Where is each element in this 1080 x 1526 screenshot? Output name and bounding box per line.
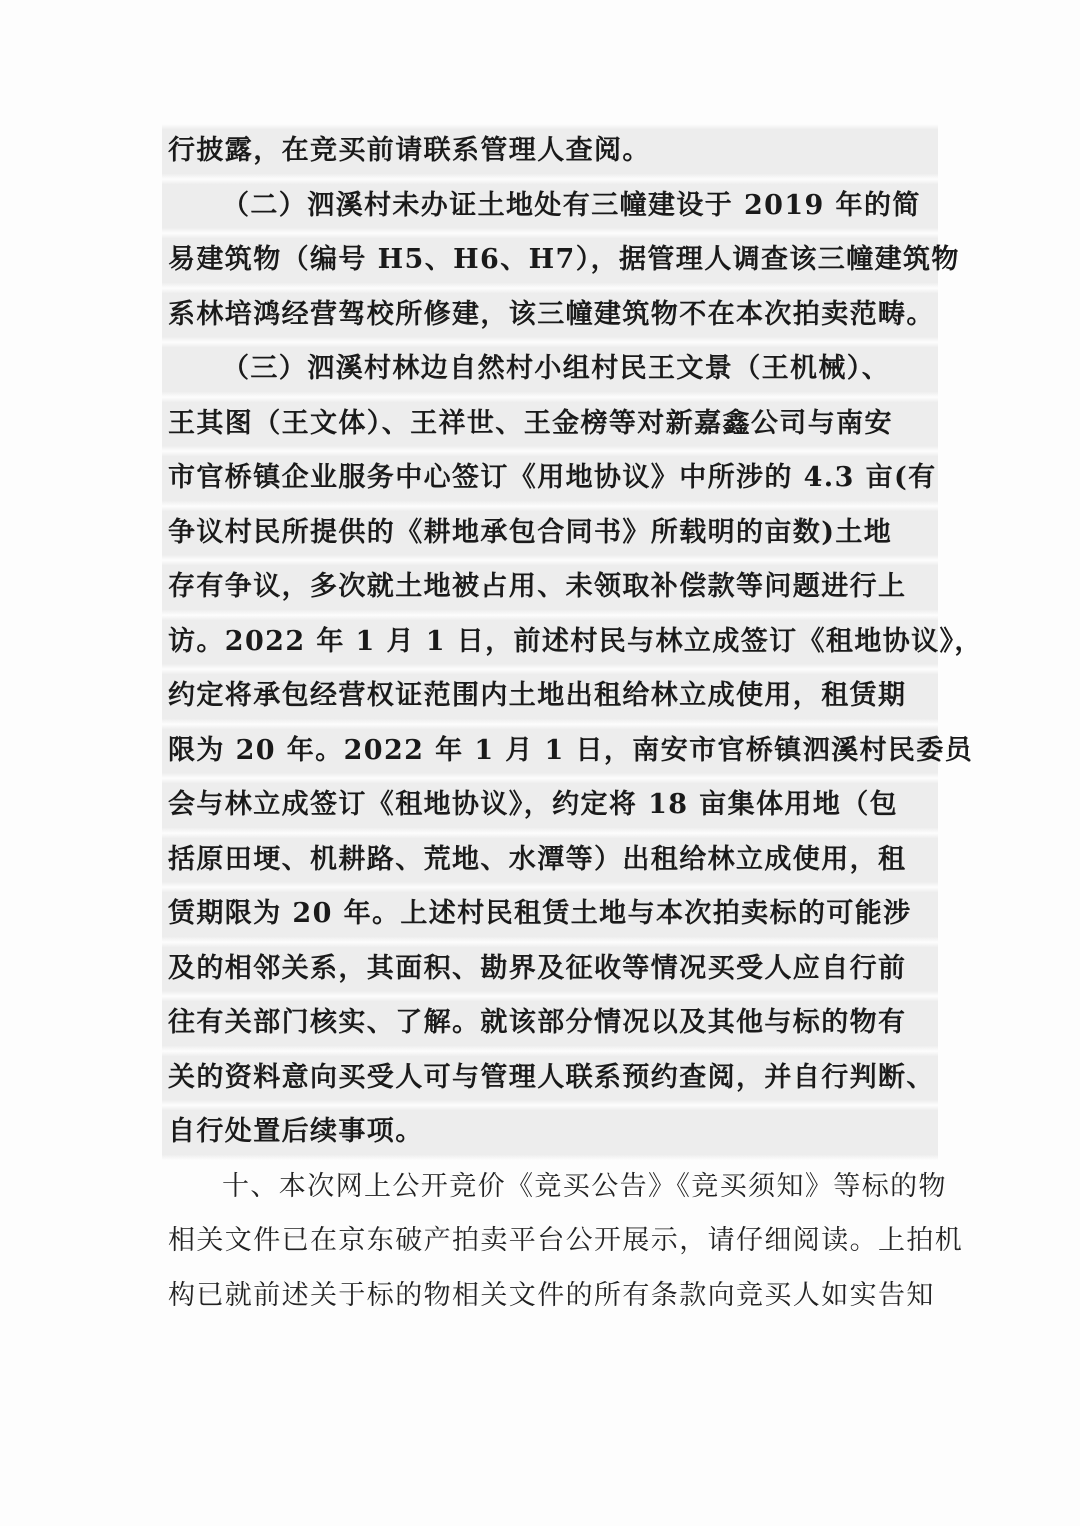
- text-line: 限为 20 年。2022 年 1 月 1 日，南安市官桥镇泗溪村民委员: [162, 724, 938, 779]
- text-line: 系林培鸿经营驾校所修建，该三幢建筑物不在本次拍卖范畴。: [162, 288, 938, 343]
- document-body: [168, 124, 983, 1323]
- text-line: 自行处置后续事项。: [162, 1105, 938, 1160]
- text-line: 王其图（王文体）、王祥世、王金榜等对新嘉鑫公司与南安: [162, 397, 938, 452]
- text-line: 易建筑物（编号 H5、H6、H7），据管理人调查该三幢建筑物: [162, 233, 938, 288]
- paragraph-three-start: （三）泗溪村林边自然村小组村民王文景（王机械）、: [162, 342, 938, 397]
- text-line: 关的资料意向买受人可与管理人联系预约查阅，并自行判断、: [162, 1051, 938, 1106]
- text-line: 存有争议，多次就土地被占用、未领取补偿款等问题进行上: [162, 560, 938, 615]
- text-line: 会与林立成签订《租地协议》，约定将 18 亩集体用地（包: [162, 778, 938, 833]
- text-line: 赁期限为 20 年。上述村民租赁土地与本次拍卖标的可能涉: [162, 887, 938, 942]
- section-ten-start: 十、本次网上公开竞价《竞买公告》《竞买须知》等标的物: [222, 1170, 947, 1202]
- text-line: 访。2022 年 1 月 1 日，前述村民与林立成签订《租地协议》，: [162, 615, 938, 670]
- text-line: 及的相邻关系，其面积、勘界及征收等情况买受人应自行前: [162, 942, 938, 997]
- text-line: 行披露，在竞买前请联系管理人查阅。: [162, 124, 938, 179]
- text-line: 相关文件已在京东破产拍卖平台公开展示，请仔细阅读。上拍机: [168, 1225, 964, 1256]
- text-line: 争议村民所提供的《耕地承包合同书》所载明的亩数)土地: [162, 506, 938, 561]
- paragraph-two-start: （二）泗溪村未办证土地处有三幢建设于 2019 年的简: [162, 179, 938, 234]
- text-line: 往有关部门核实、了解。就该部分情况以及其他与标的物有: [162, 996, 938, 1051]
- text-line: 括原田埂、机耕路、荒地、水潭等）出租给林立成使用，租: [162, 833, 938, 888]
- text-line: 约定将承包经营权证范围内土地出租给林立成使用，租赁期: [162, 669, 938, 724]
- text-line: 市官桥镇企业服务中心签订《用地协议》中所涉的 4.3 亩(有: [162, 451, 938, 506]
- text-line: 构已就前述关于标的物相关文件的所有条款向竞买人如实告知: [168, 1279, 935, 1311]
